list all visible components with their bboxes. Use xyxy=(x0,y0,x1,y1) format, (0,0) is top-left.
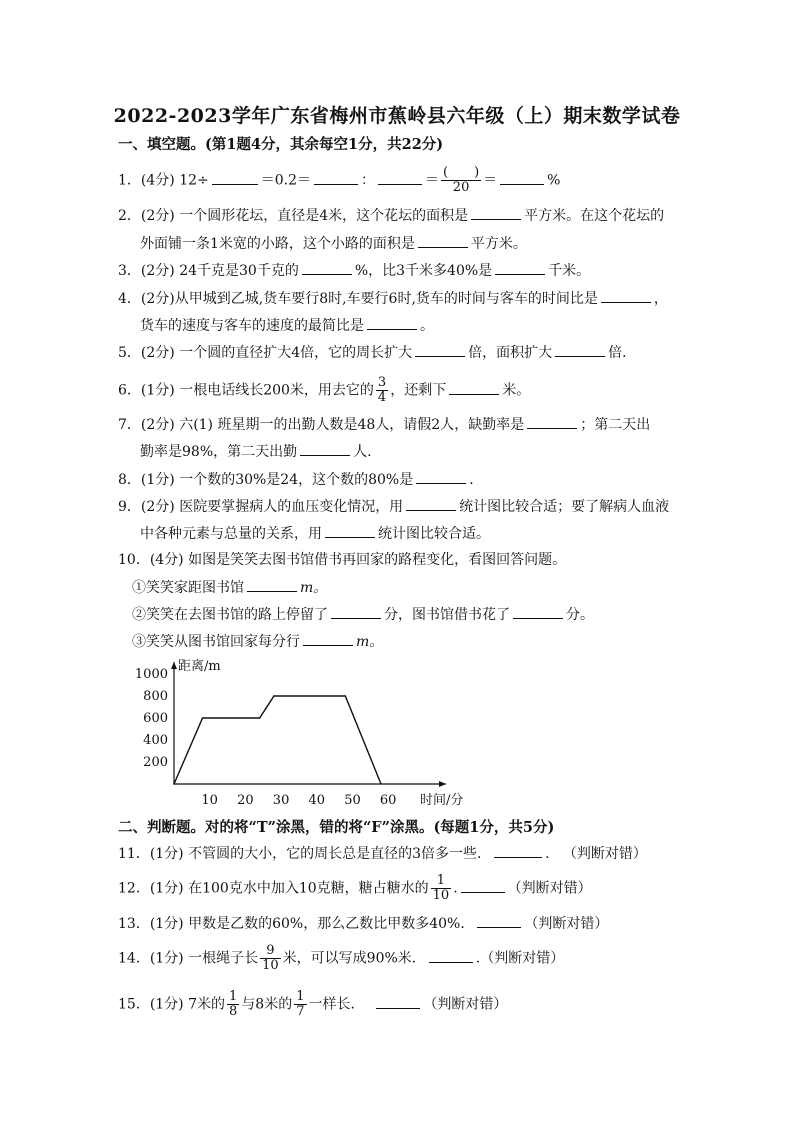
fraction-numerator: 1 xyxy=(229,989,238,1004)
q12-text: （判断对错） xyxy=(507,880,592,897)
q10-text: ①笑笑家距图书馆 xyxy=(132,580,244,596)
answer-blank[interactable] xyxy=(406,496,456,511)
fraction-numerator: 9 xyxy=(260,944,281,959)
q9-text: 统计图比较合适。 xyxy=(378,526,490,542)
answer-blank[interactable] xyxy=(601,288,651,303)
answer-blank[interactable] xyxy=(367,315,417,330)
question-8 xyxy=(118,469,474,490)
q3-text: 3．(2分) 24千克是30千克的 xyxy=(118,263,299,279)
q11-text: （判断对错） xyxy=(562,846,647,862)
question-7 xyxy=(118,414,650,435)
section-1-heading: 一、填空题。(第1题4分，其余每空1分，共22分) xyxy=(118,136,444,153)
question-4-cont xyxy=(140,315,434,336)
answer-blank[interactable] xyxy=(314,170,358,185)
q11-text: 11．(1分) 不管圆的大小，它的周长总是直径的3倍多一些． xyxy=(118,846,492,862)
answer-blank[interactable] xyxy=(300,441,350,456)
x-tick-label: 50 xyxy=(344,793,361,808)
section-2-heading: 二、判断题。对的将“T”涂黑，错的将“F”涂黑。(每题1分，共5分) xyxy=(118,819,555,836)
q6-text: ，还剩下 xyxy=(390,382,447,399)
answer-blank[interactable] xyxy=(495,260,545,275)
q10-text: ②笑笑在去图书馆的路上停留了 xyxy=(132,607,328,623)
q5-text: 倍，面积扩大 xyxy=(468,345,553,361)
data-point xyxy=(173,783,175,785)
q9-text: 中各种元素与总量的关系，用 xyxy=(140,526,322,542)
answer-blank[interactable] xyxy=(429,948,473,963)
fraction-denominator: 4 xyxy=(377,390,387,405)
x-axis-arrow xyxy=(439,781,446,787)
answer-blank[interactable] xyxy=(331,604,381,619)
answer-blank[interactable] xyxy=(527,414,577,429)
question-9-cont xyxy=(140,523,490,544)
x-tick-label: 60 xyxy=(379,793,397,808)
y-tick-label: 600 xyxy=(143,711,168,726)
question-15 xyxy=(118,990,507,1019)
question-6 xyxy=(118,376,530,405)
answer-blank[interactable] xyxy=(247,577,297,592)
y-tick-label: 200 xyxy=(143,755,168,770)
data-point xyxy=(380,783,382,785)
q12-text: 12．(1分) 在100克水中加入10克糖，糖占糖水的 xyxy=(118,880,429,897)
q15-text: （判断对错） xyxy=(423,996,508,1013)
q7-text: 人. xyxy=(353,444,372,460)
q15-fraction-1 xyxy=(227,990,239,1019)
answer-blank[interactable] xyxy=(212,170,258,185)
y-tick-label: 1000 xyxy=(134,667,168,682)
x-tick-label: 40 xyxy=(308,793,326,808)
question-13 xyxy=(118,913,608,934)
q1-eq2: ＝ xyxy=(425,172,439,189)
q14-text: 14．(1分) 一根绳子长 xyxy=(118,950,259,967)
q8-text: 8．(1分) 一个数的30%是24，这个数的80%是 xyxy=(118,472,414,488)
question-9 xyxy=(118,496,669,517)
question-11 xyxy=(118,843,647,864)
q9-text: 统计图比较合适；要了解病人血液 xyxy=(459,499,670,515)
q11-text: . xyxy=(545,846,550,862)
q10-text: m。 xyxy=(356,634,384,650)
series-line xyxy=(174,696,381,784)
answer-blank[interactable] xyxy=(378,170,422,185)
q10-text: 分。 xyxy=(566,607,594,623)
answer-blank[interactable] xyxy=(494,843,542,858)
data-point xyxy=(259,717,261,719)
q1-percent: % xyxy=(547,172,561,189)
answer-blank[interactable] xyxy=(555,342,605,357)
question-2-cont xyxy=(140,233,527,254)
data-point xyxy=(345,695,347,697)
fraction-denominator: 8 xyxy=(229,1004,238,1019)
q7-text: 勤率是98%，第二天出勤 xyxy=(140,444,298,460)
answer-blank[interactable] xyxy=(303,631,353,646)
answer-blank[interactable] xyxy=(449,380,499,395)
question-10-part-2 xyxy=(132,604,594,625)
q9-text: 9．(2分) 医院要掌握病人的血压变化情况，用 xyxy=(118,499,404,515)
page-title: 2022-2023学年广东省梅州市蕉岭县六年级（上）期末数学试卷 xyxy=(113,105,681,127)
answer-blank[interactable] xyxy=(513,604,563,619)
data-point xyxy=(273,695,275,697)
q1-colon: ： xyxy=(361,172,375,189)
q3-text: 千米。 xyxy=(548,263,591,279)
q10-text: 分，图书馆借书花了 xyxy=(384,607,510,623)
answer-blank[interactable] xyxy=(416,469,466,484)
x-tick-label: 10 xyxy=(201,793,218,808)
q15-text: 与8米的 xyxy=(241,996,293,1013)
question-7-cont xyxy=(140,441,372,462)
q14-text: .（判断对错） xyxy=(475,950,565,967)
answer-blank[interactable] xyxy=(325,523,375,538)
q4-text: 4．(2分)从甲城到乙城,货车要行8时,车要行6时,货车的时间与客车的时间比是 xyxy=(118,291,598,307)
q12-text: . xyxy=(453,880,458,897)
question-10-part-3 xyxy=(132,631,383,652)
y-tick-label: 400 xyxy=(143,733,168,748)
distance-time-chart xyxy=(134,656,480,812)
answer-blank[interactable] xyxy=(415,342,465,357)
q6-fraction xyxy=(376,376,388,405)
answer-blank[interactable] xyxy=(376,994,420,1009)
q14-text: 米，可以写成90%米． xyxy=(282,950,426,967)
question-10-part-1 xyxy=(132,577,327,598)
fraction-numerator: 3 xyxy=(377,375,387,390)
q7-text: ；第二天出 xyxy=(580,417,651,433)
question-12 xyxy=(118,874,592,903)
question-2 xyxy=(118,205,664,226)
q2-text: 平方米。在这个花坛的 xyxy=(524,208,665,224)
fraction-denominator: 7 xyxy=(296,1004,305,1019)
y-tick-label: 800 xyxy=(143,689,168,704)
fraction-denominator: 10 xyxy=(262,958,279,973)
q3-text: %，比3千米多40%是 xyxy=(354,263,493,279)
question-14 xyxy=(118,944,564,973)
answer-blank[interactable] xyxy=(477,913,521,928)
q15-fraction-2 xyxy=(294,990,306,1019)
q13-text: （判断对错） xyxy=(524,916,609,932)
question-4 xyxy=(118,288,668,309)
q10-text: ③笑笑从图书馆回家每分行 xyxy=(132,634,300,650)
q7-text: 7．(2分) 六(1) 班星期一的出勤人数是48人，请假2人，缺勤率是 xyxy=(118,417,525,433)
answer-blank[interactable] xyxy=(418,233,468,248)
q6-text: 米。 xyxy=(502,382,531,399)
q10-text: m。 xyxy=(300,580,328,596)
q14-fraction xyxy=(260,944,281,973)
answer-blank[interactable] xyxy=(471,205,521,220)
y-axis-label: 距离/m xyxy=(178,659,221,674)
question-5 xyxy=(118,342,636,363)
q13-text: 13．(1分) 甲数是乙数的60%，那么乙数比甲数多40%． xyxy=(118,916,475,932)
x-axis-label: 时间/分 xyxy=(420,793,464,808)
q8-text: . xyxy=(469,472,474,488)
x-tick-label: 20 xyxy=(237,793,254,808)
q5-text: 倍． xyxy=(608,345,637,361)
q2-text: 外面铺一条1米宽的小路，这个小路的面积是 xyxy=(140,236,415,252)
question-3 xyxy=(118,260,590,281)
q4-text: 货车的速度与客车的速度的最简比是 xyxy=(140,318,364,334)
q12-fraction xyxy=(431,874,452,903)
answer-blank[interactable] xyxy=(302,260,352,275)
q1-prefix: 1．(4分) 12÷ xyxy=(118,172,209,189)
q15-text: 15．(1分) 7米的 xyxy=(118,996,226,1013)
answer-blank[interactable] xyxy=(461,878,505,893)
q1-eq3: ＝ xyxy=(483,172,498,189)
x-tick-label: 30 xyxy=(272,793,290,808)
data-point xyxy=(202,717,204,719)
q4-text: ， xyxy=(653,291,668,307)
fraction-numerator[interactable]: ( ) xyxy=(443,165,480,180)
q1-eq1: ＝0.2＝ xyxy=(260,172,311,189)
q1-fraction xyxy=(441,166,481,195)
q2-text: 平方米。 xyxy=(470,236,527,252)
q6-text: 6．(1分) 一根电话线长200米，用去它的 xyxy=(118,382,374,399)
q5-text: 5．(2分) 一个圆的直径扩大4倍，它的周长扩大 xyxy=(118,345,413,361)
fraction-denominator: 10 xyxy=(432,888,450,903)
y-axis-arrow xyxy=(171,662,177,669)
fraction-denominator: 20 xyxy=(452,180,470,195)
answer-blank[interactable] xyxy=(500,170,544,185)
q4-text: 。 xyxy=(420,318,434,334)
q2-text: 2．(2分) 一个圆形花坛，直径是4米，这个花坛的面积是 xyxy=(118,208,469,224)
q15-text: 一样长． xyxy=(308,996,365,1013)
question-10: 10．(4分) 如图是笑笑去图书馆借书再回家的路程变化，看图回答问题。 xyxy=(118,552,567,568)
fraction-numerator: 1 xyxy=(296,989,305,1004)
fraction-numerator: 1 xyxy=(431,874,452,889)
question-1 xyxy=(118,166,560,195)
